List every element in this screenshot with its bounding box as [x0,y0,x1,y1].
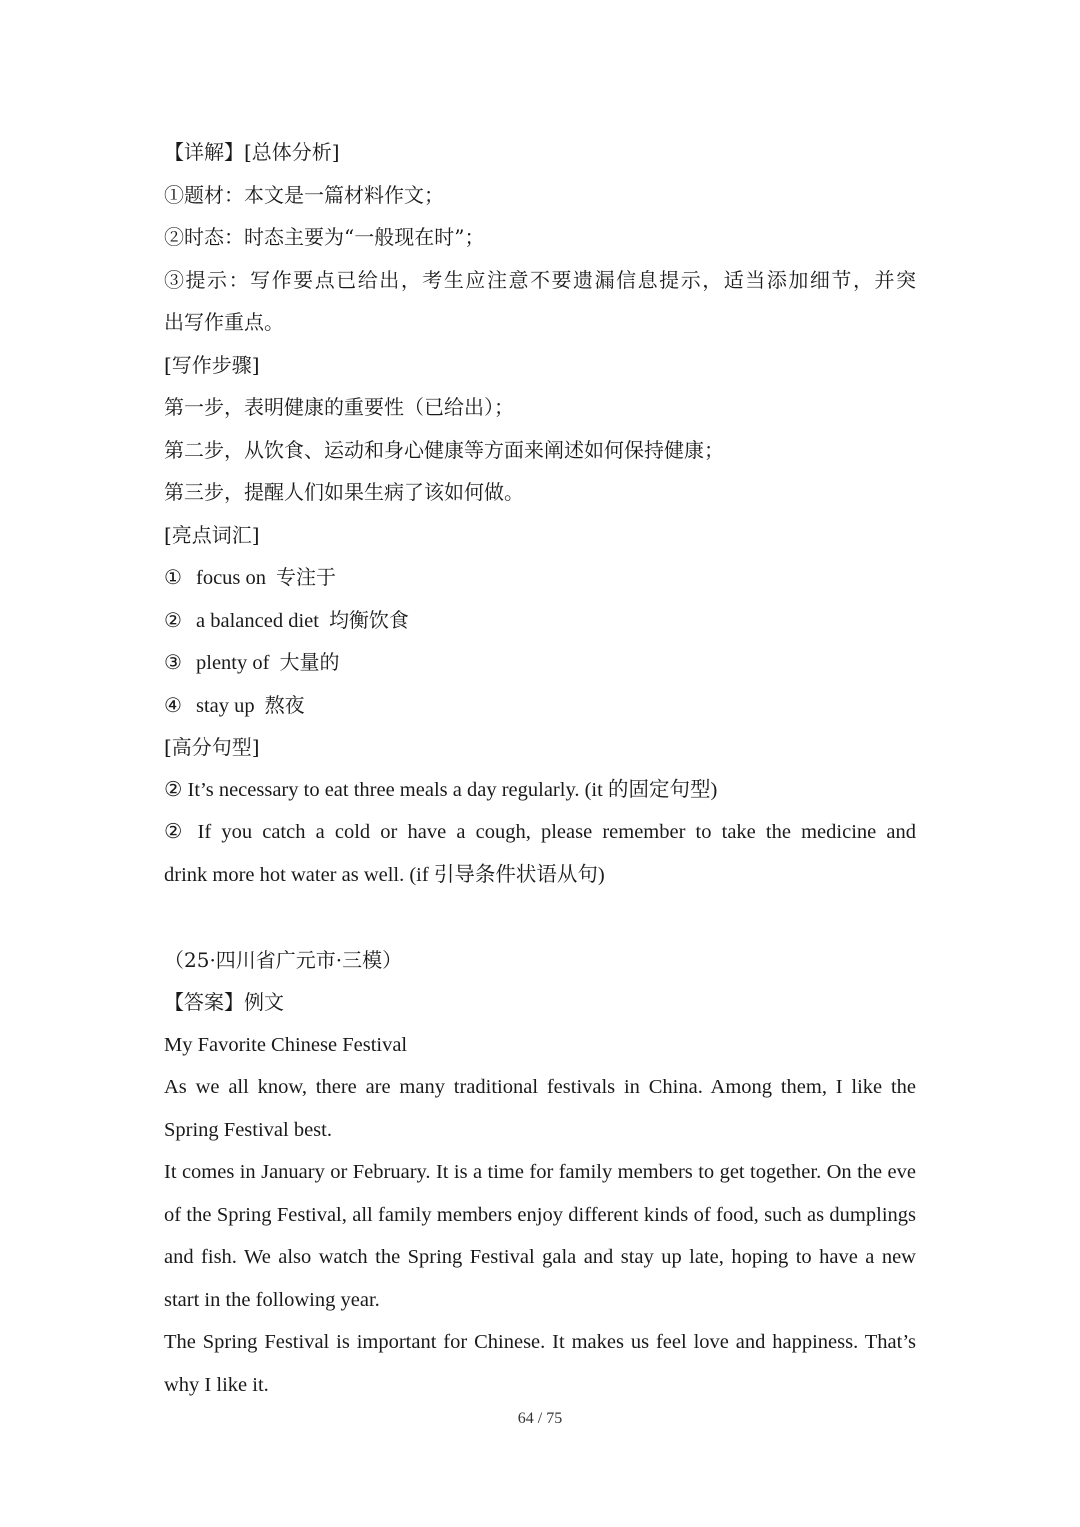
essay-paragraph-2: It comes in January or February. It is a time for family members to get together. On the eve of the Spring Festival, all family members enjoy different kinds of food, such as dumplings and fish. We also watch the Spring Festival gala and stay up late, hoping to have a new start in the following year. [164,1161,916,1311]
vocabulary-english: focus on [196,567,267,589]
vocabulary-item [164,641,916,684]
sentence-item-2: ② If you catch a cold or have a cough, please remember to take the medicine and [164,821,916,843]
step-1: 第一步，表明健康的重要性（已给出）； [164,395,514,419]
vocabulary-number: ② [164,607,182,632]
essay-paragraph-1: As we all know, there are many traditional festivals in China. Among them, I like the Spring Festival best. [164,1076,916,1141]
sentence-item-2-continued: drink more hot water as well. (if 引导条件状语从句) [164,863,605,886]
vocabulary-item [164,599,916,642]
vocabulary-chinese: 专注于 [276,565,337,589]
sentence-item-1: ② It’s necessary to eat three meals a day regularly. (it 的固定句型) [164,778,718,801]
analysis-point-1: ①题材：本文是一篇材料作文； [164,182,444,207]
essay-paragraph-3: The Spring Festival is important for Chinese. It makes us feel love and happiness. That’s why I like it. [164,1331,916,1396]
analysis-point-2: ②时态：时态主要为“一般现在时”； [164,225,485,249]
answer-label: 【答案】例文 [164,990,284,1014]
question-source: （25·四川省广元市·三模） [164,947,403,972]
step-3: 第三步，提醒人们如果生病了该如何做。 [164,480,524,504]
analysis-point-3: ③提示：写作要点已给出，考生应注意不要遗漏信息提示，适当添加细节，并突 [164,267,916,292]
vocabulary-number: ④ [164,692,182,717]
vocabulary-number: ③ [164,650,182,674]
page-number: 64 / 75 [517,1410,563,1427]
analysis-point-3-continued: 出写作重点。 [164,310,284,334]
vocabulary-item [164,556,916,599]
vocabulary-english: stay up [196,694,255,717]
steps-heading: [写作步骤] [164,352,260,377]
page-content [164,131,916,1406]
vocabulary-english: a balanced diet [196,609,319,632]
vocabulary-heading: [亮点词汇] [164,522,260,547]
vocabulary-number: ① [164,565,182,589]
vocabulary-item [164,684,916,727]
vocabulary-chinese: 大量的 [279,650,340,674]
step-2: 第二步，从饮食、运动和身心健康等方面来阐述如何保持健康； [164,437,724,462]
vocabulary-chinese: 熬夜 [264,692,305,717]
analysis-heading: 【详解】[总体分析] [164,140,340,164]
sentences-heading: [高分句型] [164,735,260,759]
vocabulary-english: plenty of [196,652,270,674]
essay-title: My Favorite Chinese Festival [164,1033,408,1056]
blank-line [164,896,916,939]
vocabulary-chinese: 均衡饮食 [328,607,409,632]
